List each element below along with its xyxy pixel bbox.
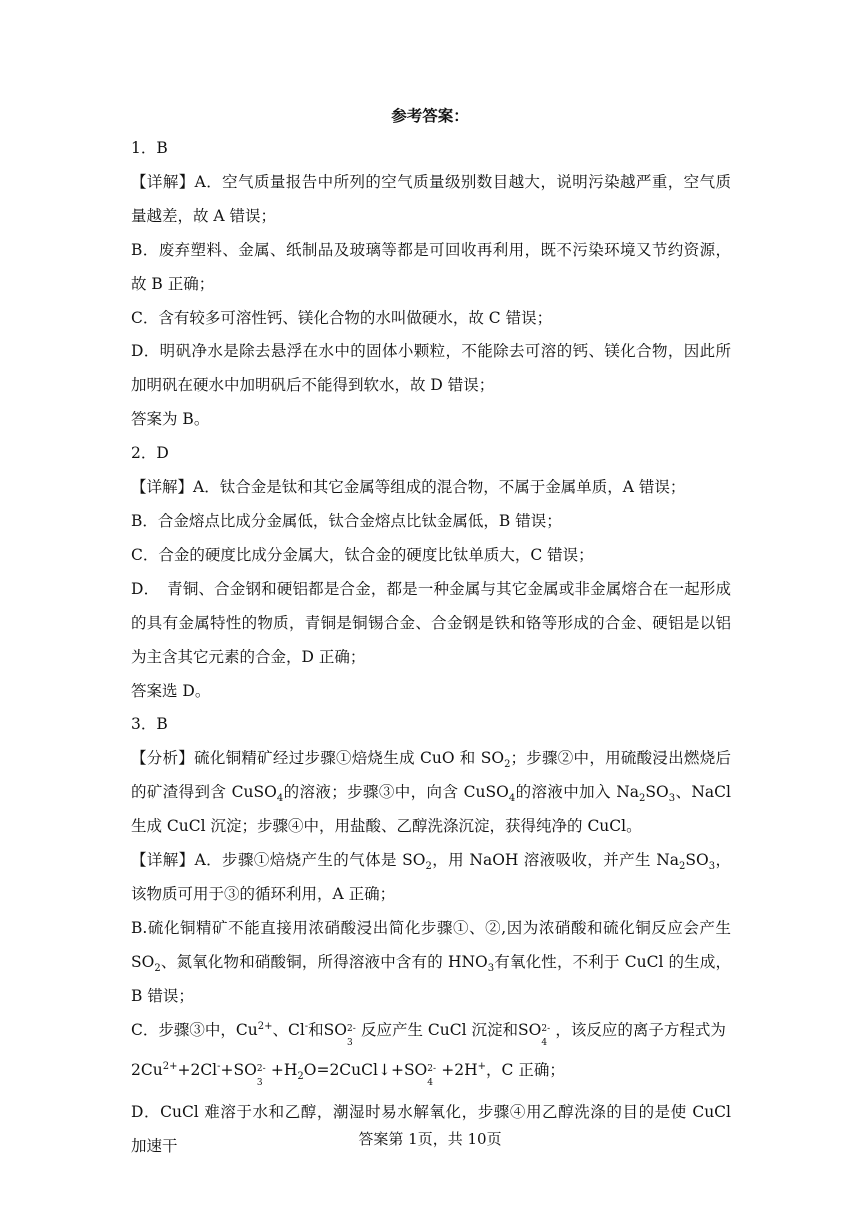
page-footer: 答案第 1页，共 10页 <box>358 1130 502 1148</box>
answer-paragraph: 【详解】A．空气质量报告中所列的空气质量级别数目越大，说明污染越严重，空气质量越差，故 A 错误； <box>131 172 731 225</box>
ion-charge: 2- 3 <box>347 1023 356 1048</box>
answer-paragraph: D．明矾净水是除去悬浮在水中的固体小颗粒，不能除去可溶的钙、镁化合物，因此所加明矾在硬水中加明矾后不能得到软水，故 D 错误； <box>131 342 731 395</box>
detail-paragraph-b: B.硫化铜精矿不能直接用浓硝酸浸出简化步骤①、②,因为浓硝酸和硫化铜反应会产生 $SO_2$、氮氧化物和硝酸铜，所得溶液中含有的 $HNO_3$有氧化性，不利于 CuCl 的生成，B 错误； <box>131 918 731 1005</box>
answer-number: 2．D <box>131 444 169 463</box>
ion-charge: 2- 3 <box>256 1064 266 1089</box>
answer-paragraph: C．合金的硬度比成分金属大，钛合金的硬度比钛单质大，C 错误； <box>131 545 594 564</box>
answer-paragraph: B．合金熔点比成分金属低，钛合金熔点比钛金属低，B 错误； <box>131 511 562 530</box>
ion-charge: 2- 4 <box>541 1023 551 1048</box>
answer-paragraph: 【详解】A．钛合金是钛和其它金属等组成的混合物，不属于金属单质，A 错误； <box>131 478 686 497</box>
answer-paragraph: C．含有较多可溶性钙、镁化合物的水叫做硬水，故 C 错误； <box>131 308 553 327</box>
page-title: 参考答案： <box>391 106 469 125</box>
answer-paragraph: B．废弃塑料、金属、纸制品及玻璃等都是可回收再利用，既不污染环境又节约资源，故 B 正确； <box>131 240 731 293</box>
answer-paragraph: D． 青铜、合金钢和硬铝都是合金，都是一种金属与其它金属或非金属熔合在一起形成的具有金属特性的物质，青铜是铜锡合金、合金钢是铁和铬等形成的合金、硬铝是以铝为主含其它元素的合金，D 正确； <box>131 579 731 666</box>
answer-conclusion: 答案选 D。 <box>131 681 211 700</box>
detail-paragraph-c: C．步骤③中，$Cu^{2+}$、Cl-和SO 2- 3 反应产生 CuCl 沉淀和SO 2- 4 ，该反应的离子方程式为 <box>131 1020 726 1048</box>
analysis-paragraph: 【分析】硫化铜精矿经过步骤①焙烧生成 CuO 和 $SO_2$；步骤②中，用硫酸浸出燃烧后的矿渣得到含 CuSO$_4$的溶液；步骤③中，向含 CuSO$_4$的溶液中加入 $Na_2SO_3$、NaCl 生成 CuCl 沉淀；步骤④中，用盐酸、乙醇洗涤沉淀，获得纯净的 CuCl。 <box>131 749 731 836</box>
ion-charge: 2- 4 <box>427 1064 437 1089</box>
ionic-equation: $2Cu^{2+}+2Cl^-+SO$ 2- 3 $+H_2O=2CuCl↓+SO$ 2- 4 +2H+，C 正确； <box>131 1061 565 1089</box>
answer-number: 1．B <box>131 139 168 157</box>
detail-paragraph-d: D．CuCl 难溶于水和乙醇，潮湿时易水解氧化，步骤④用乙醇洗涤的目的是使 CuCl 加速干 <box>131 1103 731 1156</box>
answer-content <box>131 132 731 1164</box>
answer-conclusion: 答案为 B。 <box>131 410 210 429</box>
answer-number: 3．B <box>131 715 168 734</box>
detail-paragraph-a: 【详解】A．步骤①焙烧产生的气体是 $SO_2$，用 NaOH 溶液吸收，并产生 $Na_2SO_3$，该物质可用于③的循环利用，A 正确； <box>131 851 731 903</box>
